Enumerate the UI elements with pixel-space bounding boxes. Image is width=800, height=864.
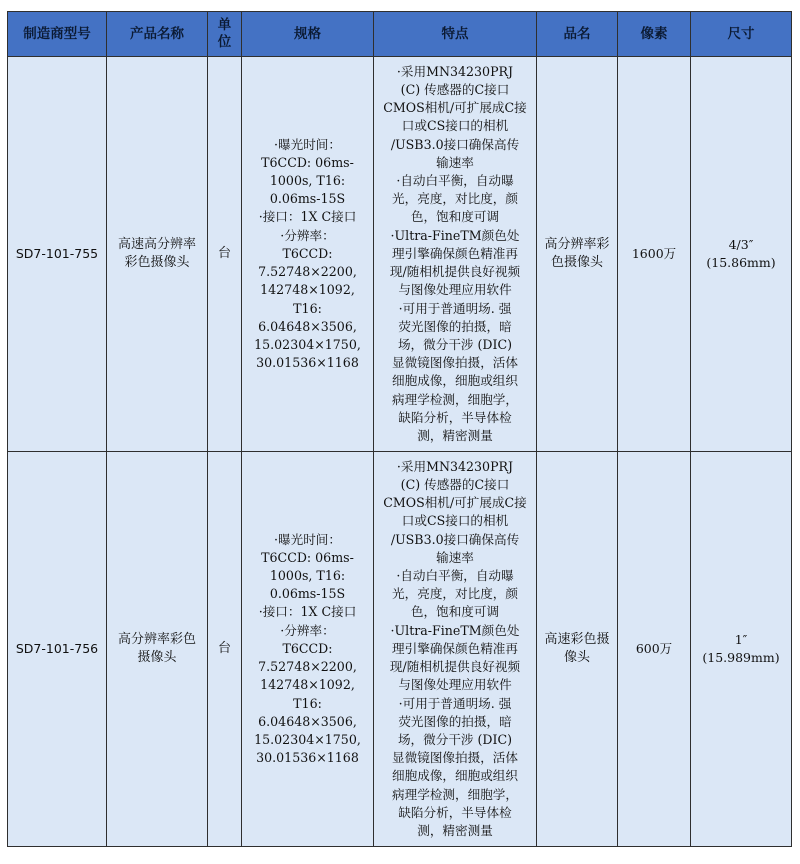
features-line: ·采用MN34230PRJ <box>396 458 514 474</box>
spec-line: ·分辨率： <box>280 227 335 243</box>
features-line: 输速率 <box>436 549 474 565</box>
header-item-name: 品名 <box>537 12 618 57</box>
spec-line: 1000s, T16: <box>269 568 346 584</box>
header-spec: 规格 <box>242 12 374 57</box>
spec-line: ·接口：1X C接口 <box>258 209 357 225</box>
features-line: (C) 传感器的C接口 <box>400 477 510 493</box>
spec-line: 142748×1092, <box>260 677 355 693</box>
product-spec-table <box>7 11 792 847</box>
header-model: 制造商型号 <box>8 12 107 57</box>
spec-cell <box>242 452 374 847</box>
product-name-line: 高分辨率彩色 <box>117 631 196 647</box>
spec-line: 0.06ms-15S <box>269 191 346 207</box>
item-name-line: 高速彩色摄 <box>544 631 610 647</box>
size-line: 4/3″ <box>728 236 754 252</box>
spec-line: 142748×1092, <box>260 282 355 298</box>
table-row <box>8 452 792 847</box>
spec-line: 7.52748×2200, <box>258 659 357 675</box>
features-line: 理引擎确保颜色精准再 <box>392 640 518 656</box>
header-pixels: 像素 <box>618 12 691 57</box>
features-line: ·可用于普通明场. 强 <box>398 695 512 711</box>
spec-line: 7.52748×2200, <box>258 264 357 280</box>
features-cell <box>374 57 537 452</box>
product-name-line: 摄像头 <box>137 650 177 665</box>
spec-line: T6CCD: <box>282 640 333 656</box>
item-name-cell <box>537 452 618 847</box>
spec-line: 15.02304×1750, <box>254 336 361 352</box>
model-cell: SD7-101-756 <box>8 452 107 847</box>
spec-line: 15.02304×1750, <box>254 731 361 747</box>
product-name-cell <box>107 452 208 847</box>
features-line: 口或CS接口的相机 <box>401 513 509 529</box>
size-line: (15.989mm) <box>702 650 780 665</box>
spec-line: 1000s, T16: <box>269 173 346 189</box>
features-line: 光，亮度，对比度，颜 <box>392 191 518 207</box>
features-line: ·Ultra-FineTM颜色处 <box>390 227 520 243</box>
features-line: ·自动白平衡，自动曝 <box>396 568 514 584</box>
size-line: (15.86mm) <box>706 255 776 270</box>
features-line: 测，精密测量 <box>417 822 493 838</box>
features-line: 荧光图像的拍摄，暗 <box>398 318 512 334</box>
features-line: 口或CS接口的相机 <box>401 118 509 134</box>
header-product-name: 产品名称 <box>107 12 208 57</box>
features-line: 显微镜图像拍摄，活体 <box>392 750 518 766</box>
header-features: 特点 <box>374 12 537 57</box>
spec-line: 30.01536×1168 <box>256 750 359 766</box>
features-line: 与图像处理应用软件 <box>398 282 512 298</box>
spec-line: 6.04648×3506, <box>258 318 357 334</box>
unit-cell: 台 <box>208 452 242 847</box>
size-line: 1″ <box>734 631 748 647</box>
features-line: ·Ultra-FineTM颜色处 <box>390 622 520 638</box>
features-line: ·采用MN34230PRJ <box>396 63 514 79</box>
features-line: /USB3.0接口确保高传 <box>390 136 520 152</box>
spec-line: 6.04648×3506, <box>258 713 357 729</box>
features-line: 显微镜图像拍摄，活体 <box>392 355 518 371</box>
features-line: 色，饱和度可调 <box>410 209 500 225</box>
features-line: /USB3.0接口确保高传 <box>390 531 520 547</box>
unit-cell: 台 <box>208 57 242 452</box>
spec-line: ·接口：1X C接口 <box>258 604 357 620</box>
table-row <box>8 57 792 452</box>
features-line: 病理学检测，细胞学， <box>392 391 518 407</box>
spec-line: 30.01536×1168 <box>256 355 359 371</box>
features-line: 输速率 <box>436 154 474 170</box>
features-line: 理引擎确保颜色精准再 <box>392 245 518 261</box>
size-cell <box>691 57 792 452</box>
header-row <box>8 12 792 57</box>
features-line: 细胞成像，细胞或组织 <box>392 768 518 784</box>
features-line: 测，精密测量 <box>417 427 493 443</box>
features-line: 现/随相机提供良好视频 <box>389 659 521 675</box>
product-name-line: 高速高分辨率 <box>117 236 196 252</box>
features-line: 病理学检测，细胞学， <box>392 786 518 802</box>
spec-line: T16: <box>293 695 322 711</box>
features-line: 场，微分干涉 (DIC) <box>397 731 513 747</box>
product-name-line: 彩色摄像头 <box>124 255 190 270</box>
spec-line: 0.06ms-15S <box>269 586 346 602</box>
features-line: CMOS相机/可扩展成C接 <box>383 495 527 511</box>
spec-line: T6CCD: 06ms- <box>261 154 354 170</box>
features-line: ·可用于普通明场. 强 <box>398 300 512 316</box>
item-name-line: 高分辨率彩 <box>544 236 610 252</box>
pixels-cell: 600万 <box>618 452 691 847</box>
spec-line: ·曝光时间： <box>274 136 341 152</box>
features-line: 色，饱和度可调 <box>410 604 500 620</box>
features-line: 缺陷分析，半导体检 <box>398 409 512 425</box>
features-line: ·自动白平衡，自动曝 <box>396 173 514 189</box>
features-line: CMOS相机/可扩展成C接 <box>383 100 527 116</box>
item-name-cell <box>537 57 618 452</box>
spec-line: ·分辨率： <box>280 622 335 638</box>
features-line: 光，亮度，对比度，颜 <box>392 586 518 602</box>
features-line: 现/随相机提供良好视频 <box>389 264 521 280</box>
model-cell: SD7-101-755 <box>8 57 107 452</box>
item-name-line: 像头 <box>563 650 590 665</box>
size-cell <box>691 452 792 847</box>
item-name-line: 色摄像头 <box>550 255 603 270</box>
spec-line: T6CCD: <box>282 245 333 261</box>
pixels-cell: 1600万 <box>618 57 691 452</box>
header-size: 尺寸 <box>691 12 792 57</box>
features-line: 缺陷分析，半导体检 <box>398 804 512 820</box>
features-line: (C) 传感器的C接口 <box>400 82 510 98</box>
spec-line: T16: <box>293 300 322 316</box>
features-line: 荧光图像的拍摄，暗 <box>398 713 512 729</box>
features-cell <box>374 452 537 847</box>
header-unit: 单 位 <box>208 12 242 57</box>
product-name-cell <box>107 57 208 452</box>
spec-cell <box>242 57 374 452</box>
features-line: 与图像处理应用软件 <box>398 677 512 693</box>
spec-line: T6CCD: 06ms- <box>261 549 354 565</box>
features-line: 场，微分干涉 (DIC) <box>397 336 513 352</box>
features-line: 细胞成像，细胞或组织 <box>392 373 518 389</box>
spec-line: ·曝光时间： <box>274 531 341 547</box>
